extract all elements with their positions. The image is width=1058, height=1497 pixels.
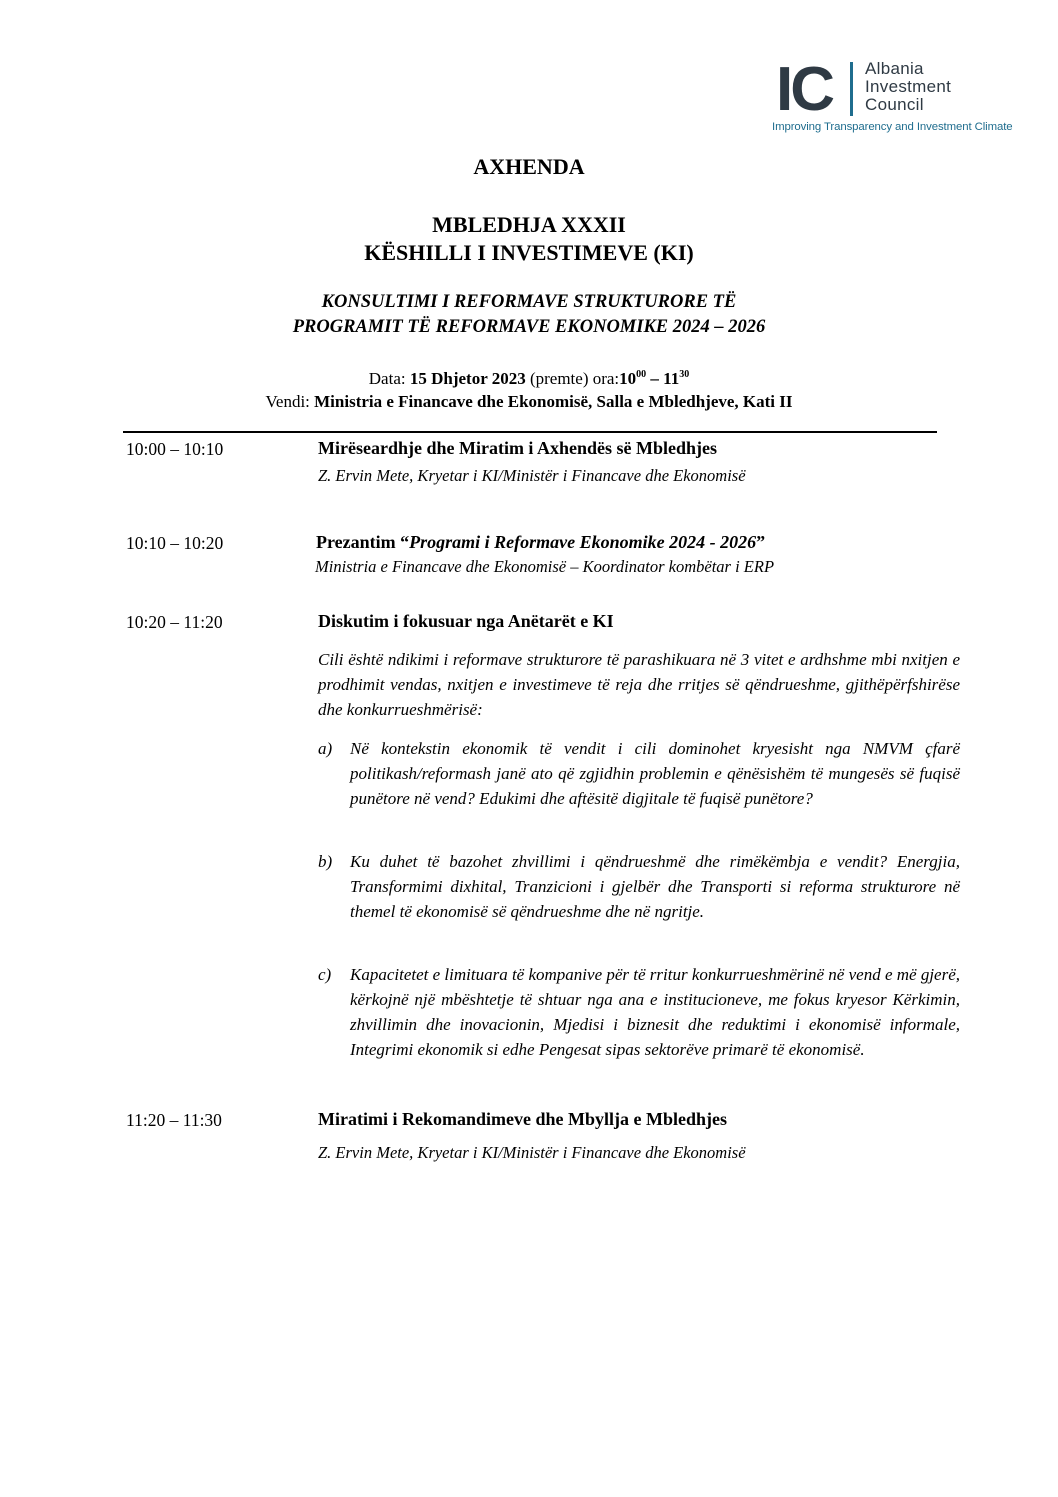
date-value: 15 Dhjetor 2023	[409, 369, 526, 388]
agenda-time: 10:00 – 10:10	[126, 439, 224, 459]
logo-tagline: Improving Transparency and Investment Climate	[772, 121, 1013, 133]
discussion-point-text: Kapacitetet e limituara të kompanive për të rritur konkurrueshmërinë në vend e më gjerë, kërkojnë një mbështetje të shtuar nga ana e institucioneve, me fokus kryesor Kërkimin, zhvillimin dhe inovacionin, Mjedisi i biznesit dhe reduktimi i ekonomisë informale, Integrimi ekonomik si edhe Pengesat sipas sektorëve primarë të ekonomisë.	[350, 965, 960, 1059]
agenda-time: 10:20 – 11:20	[126, 612, 223, 632]
logo-org-name	[865, 60, 951, 114]
discussion-point	[318, 736, 960, 811]
discussion-intro: Cili është ndikimi i reformave strukturore të parashikuara në 3 vitet e ardhshme mbi nxitjen e prodhimit vendas, nxitjen e investimeve të reja dhe rritjes së qëndrueshme, gjithëpërfshirëse dhe konkurrueshmërisë:	[318, 650, 960, 719]
document-title: AXHENDA	[473, 154, 585, 179]
meeting-number: MBLEDHJA XXXII	[432, 212, 626, 237]
agenda-item-speaker: Z. Ervin Mete, Kryetar i KI/Ministër i Financave dhe Ekonomisë	[318, 1143, 746, 1162]
agenda-item-speaker: Ministria e Financave dhe Ekonomisë – Koordinator kombëtar i ERP	[315, 557, 775, 576]
list-marker: c)	[318, 965, 332, 984]
meeting-heading	[0, 211, 1058, 267]
discussion-point	[318, 849, 960, 924]
time-range: $10^{00} - 11^{30}$	[619, 369, 690, 388]
discussion-point-text: Në kontekstin ekonomik të vendit i cili dominohet kryesisht nga NMVM çfarë politikash/reformash janë ato që zgjidhin problemin e qënësishëm të mungesës së fuqisë punëtore në vend? Edukimi dhe aftësitë digjitale të fuqisë punëtore?	[350, 739, 960, 808]
ic-logo-mark: IC	[776, 55, 832, 124]
discussion-point-text: Ku duhet të bazohet zhvillimi i qëndrueshmë dhe rimëkëmbja e vendit? Energjia, Transformimi dixhital, Tranzicioni i gjelbër dhe Transporti si reforma strukturore në themel të ekonomisë së qëndrueshme dhe në ngritje.	[350, 852, 960, 921]
agenda-item-title: Prezantim “Programi i Reformave Ekonomike 2024 - 2026”	[316, 532, 766, 552]
agenda-time: 10:10 – 10:20	[126, 533, 224, 553]
meeting-date-line	[0, 367, 1058, 390]
horizontal-divider	[123, 431, 937, 433]
agenda-item-speaker: Z. Ervin Mete, Kryetar i KI/Ministër i Financave dhe Ekonomisë	[318, 466, 746, 485]
council-name: KËSHILLI I INVESTIMEVE (KI)	[364, 240, 694, 265]
agenda-item-title: Mirëseardhje dhe Miratim i Axhendës së Mbledhjes	[318, 438, 717, 458]
list-marker: a)	[318, 739, 333, 758]
logo-name-line: Council	[865, 95, 924, 114]
date-label: Data:	[368, 369, 410, 388]
meeting-info	[0, 367, 1058, 413]
venue-label: Vendi:	[265, 392, 315, 411]
agenda-item-title: Miratimi i Rekomandimeve dhe Mbyllja e Mbledhjes	[318, 1109, 727, 1129]
logo-name-line: Albania	[865, 59, 924, 78]
agenda-item-title: Diskutim i fokusuar nga Anëtarët e KI	[318, 611, 614, 631]
day-label: (premte) ora:	[525, 369, 620, 388]
subtitle-line: KONSULTIMI I REFORMAVE STRUKTURORE TË	[321, 292, 737, 312]
albania-investment-council-logo	[772, 55, 1047, 138]
subtitle-line: PROGRAMIT TË REFORMAVE EKONOMIKE 2024 – 2026	[292, 317, 766, 337]
list-marker: b)	[318, 852, 333, 871]
consultation-subtitle	[0, 290, 1058, 340]
venue-value: Ministria e Financave dhe Ekonomisë, Salla e Mbledhjeve, Kati II	[314, 392, 793, 411]
logo-divider	[850, 62, 853, 116]
agenda-time: 11:20 – 11:30	[126, 1110, 222, 1130]
logo-name-line: Investment	[865, 77, 952, 96]
discussion-point	[318, 962, 960, 1062]
meeting-venue-line	[0, 390, 1058, 413]
